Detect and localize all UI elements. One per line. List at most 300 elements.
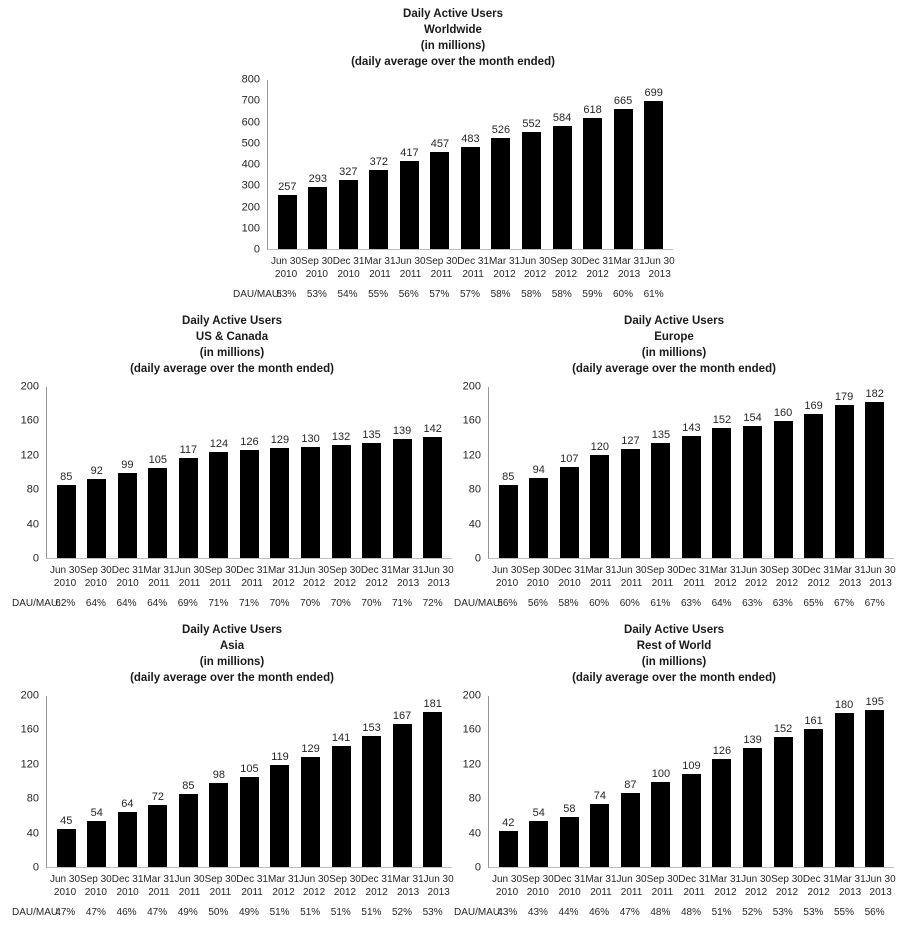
bar-slot xyxy=(417,696,448,867)
bar xyxy=(209,452,228,558)
chart-title-line: (in millions) xyxy=(641,347,707,359)
bar-value-label: 105 xyxy=(148,454,168,467)
y-tick-label: 0 xyxy=(32,552,39,565)
x-label-line-1: Sep 30 xyxy=(771,565,803,576)
dau-mau-row xyxy=(12,597,452,610)
bar-slot xyxy=(493,387,524,558)
bar-value-label: 127 xyxy=(621,435,640,448)
bar xyxy=(651,782,670,868)
bar-value-label: 180 xyxy=(834,699,854,712)
x-label-line-2: 2012 xyxy=(744,578,768,589)
bar xyxy=(743,426,762,558)
x-axis-label xyxy=(835,873,866,899)
y-tick-label: 200 xyxy=(241,201,260,213)
bar-value-label: 94 xyxy=(532,463,545,476)
y-tick-label: 100 xyxy=(241,222,260,235)
bar-value-label: 152 xyxy=(712,414,732,427)
y-tick-label: 160 xyxy=(20,723,39,736)
bar-value-label: 417 xyxy=(400,146,419,159)
x-axis-label xyxy=(582,255,614,281)
x-label-line-1: Jun 30 xyxy=(865,565,896,576)
dau-mau-value: 69% xyxy=(177,598,198,609)
bars xyxy=(47,387,452,558)
bar xyxy=(682,436,701,558)
bar xyxy=(148,805,167,867)
bar-slot xyxy=(547,80,578,249)
plot-box xyxy=(46,387,452,559)
bar-slot xyxy=(234,387,265,558)
bar xyxy=(621,449,640,558)
y-tick-label: 500 xyxy=(241,137,260,150)
bar-slot xyxy=(394,80,425,249)
bar-value-label: 257 xyxy=(278,180,297,193)
y-tick-label: 200 xyxy=(462,689,481,702)
dau-mau-value: 58% xyxy=(490,289,511,300)
bar xyxy=(332,746,351,867)
bar-value-label: 117 xyxy=(179,443,198,456)
plot-area xyxy=(12,380,452,565)
x-axis-label xyxy=(678,873,710,899)
x-axis-label xyxy=(866,564,896,590)
x-label-line-2: 2012 xyxy=(586,269,609,280)
dau-mau-value: 47% xyxy=(619,907,640,918)
x-label-line-2: 2012 xyxy=(333,578,357,589)
bar-slot xyxy=(364,80,395,249)
y-tick-label: 80 xyxy=(468,483,481,496)
x-label-line-2: 2012 xyxy=(333,887,357,898)
x-axis-label xyxy=(175,564,205,590)
bar-value-label: 293 xyxy=(308,173,327,186)
dau-mau-value: 72% xyxy=(422,598,443,609)
bar-value-label: 98 xyxy=(212,769,226,782)
x-axis-label xyxy=(236,873,268,899)
chart-title-line: (daily average over the month ended) xyxy=(130,672,334,684)
bar xyxy=(362,736,381,867)
x-axis-label xyxy=(803,564,835,590)
bar-slot xyxy=(112,387,143,558)
dau-mau-value: 49% xyxy=(238,907,259,918)
x-axis-label xyxy=(299,564,329,590)
y-tick-label: 200 xyxy=(462,380,481,393)
bar-value-label: 45 xyxy=(60,814,73,827)
bar-value-label: 54 xyxy=(532,806,545,819)
x-label-line-1: Sep 30 xyxy=(771,874,803,885)
bar-slot xyxy=(295,387,326,558)
bar-slot xyxy=(82,387,113,558)
x-axis-label xyxy=(80,873,112,899)
bar-slot xyxy=(554,387,585,558)
x-label-line-2: 2010 xyxy=(116,887,139,898)
bar-slot xyxy=(387,387,418,558)
bar-value-label: 552 xyxy=(522,118,541,131)
bar xyxy=(240,777,259,867)
x-label-line-2: 2011 xyxy=(241,887,263,898)
bar xyxy=(804,414,823,558)
bar-slot xyxy=(265,387,296,558)
bar-slot xyxy=(295,696,326,867)
x-label-line-2: 2011 xyxy=(399,269,422,280)
bar xyxy=(423,712,442,867)
bar-slot xyxy=(51,387,82,558)
dau-mau-value: 47% xyxy=(85,907,106,918)
bar-value-label: 85 xyxy=(502,471,515,484)
chart-europe xyxy=(454,313,894,610)
x-label-line-1: Sep 30 xyxy=(522,565,554,576)
bars xyxy=(489,696,894,867)
dau-mau-value: 64% xyxy=(116,598,137,609)
x-label-line-1: Jun 30 xyxy=(492,874,523,885)
bar-value-label: 457 xyxy=(430,138,450,151)
bar-value-label: 74 xyxy=(593,789,606,802)
chart-title-line: (daily average over the month ended) xyxy=(130,363,334,375)
x-label-line-1: Dec 31 xyxy=(332,256,365,267)
x-axis-label xyxy=(396,255,426,281)
x-label-line-1: Jun 30 xyxy=(741,874,772,885)
dau-mau-value: 43% xyxy=(527,907,548,918)
x-label-line-2: 2011 xyxy=(241,578,263,589)
bar-value-label: 132 xyxy=(331,431,351,444)
row-us-europe xyxy=(0,313,906,610)
bar-slot xyxy=(615,696,646,867)
chart-title-line: (daily average over the month ended) xyxy=(572,363,776,375)
x-axis-label xyxy=(80,564,112,590)
x-axis-label xyxy=(143,873,174,899)
y-tick-label: 0 xyxy=(32,861,39,874)
dau-mau-value: 61% xyxy=(650,598,671,609)
dau-mau-value: 53% xyxy=(306,289,327,300)
bar xyxy=(590,455,609,558)
x-axis-label xyxy=(50,564,80,590)
x-label-line-2: 2011 xyxy=(590,887,612,898)
dau-mau-value: 55% xyxy=(834,907,855,918)
plot-area xyxy=(233,73,673,256)
bar-value-label: 126 xyxy=(240,436,259,449)
x-label-line-2: 2012 xyxy=(714,578,737,589)
bar xyxy=(743,748,762,867)
x-axis-labels xyxy=(488,564,894,590)
x-label-line-1: Jun 30 xyxy=(423,874,454,885)
bar-slot xyxy=(554,696,585,867)
y-tick-label: 300 xyxy=(241,179,260,192)
x-label-line-2: 2011 xyxy=(209,887,232,898)
y-tick-label: 0 xyxy=(253,243,260,256)
dau-mau-value: 48% xyxy=(650,907,671,918)
bar-value-label: 618 xyxy=(583,104,602,117)
bar-value-label: 195 xyxy=(865,696,884,708)
x-axis-label xyxy=(645,255,675,281)
bar-slot xyxy=(204,696,235,867)
x-label-line-2: 2012 xyxy=(807,887,830,898)
x-label-line-1: Mar 31 xyxy=(143,565,175,576)
x-label-line-2: 2010 xyxy=(116,578,139,589)
dau-mau-value: 52% xyxy=(742,907,763,918)
x-axis-label xyxy=(361,564,393,590)
bar xyxy=(270,448,289,558)
dau-mau-value: 54% xyxy=(337,289,358,300)
bar-slot xyxy=(234,696,265,867)
x-label-line-1: Jun 30 xyxy=(520,256,551,267)
row-asia-restofworld xyxy=(0,622,906,919)
bar-slot xyxy=(356,387,387,558)
x-axis-label xyxy=(271,255,301,281)
x-label-line-2: 2011 xyxy=(178,887,201,898)
x-label-line-1: Mar 31 xyxy=(143,874,175,885)
bar-value-label: 135 xyxy=(362,428,381,441)
x-label-line-1: Jun 30 xyxy=(271,256,302,267)
x-label-line-2: 2010 xyxy=(526,887,549,898)
bar-value-label: 87 xyxy=(624,778,637,791)
bar xyxy=(57,829,76,867)
chart-title xyxy=(12,622,452,686)
bars xyxy=(268,80,673,249)
y-tick-label: 700 xyxy=(241,94,260,107)
x-label-line-2: 2011 xyxy=(620,887,643,898)
y-tick-label: 80 xyxy=(26,792,39,805)
x-label-line-2: 2013 xyxy=(427,578,450,589)
bar xyxy=(57,485,76,558)
x-label-line-1: Jun 30 xyxy=(174,874,205,885)
x-axis-label xyxy=(678,564,710,590)
bar-slot xyxy=(173,696,204,867)
x-label-line-1: Sep 30 xyxy=(329,565,361,576)
bar xyxy=(682,774,701,867)
dau-mau-row xyxy=(12,906,452,919)
bar-value-label: 160 xyxy=(773,407,793,420)
x-label-line-2: 2012 xyxy=(554,269,578,280)
bar-slot xyxy=(272,80,303,249)
bar-slot xyxy=(204,387,235,558)
bar-slot xyxy=(387,696,418,867)
x-label-line-1: Dec 31 xyxy=(236,874,268,885)
plot-area xyxy=(454,380,894,565)
dau-mau-value: 63% xyxy=(772,598,793,609)
dau-mau-row xyxy=(233,288,673,301)
x-label-line-2: 2010 xyxy=(558,887,581,898)
dau-mau-value: 55% xyxy=(368,289,389,300)
x-label-line-1: Dec 31 xyxy=(678,874,710,885)
x-axis-label xyxy=(647,564,679,590)
chart-us-canada xyxy=(12,313,452,610)
x-label-line-2: 2011 xyxy=(462,269,484,280)
x-label-line-1: Sep 30 xyxy=(204,565,237,576)
bar xyxy=(583,118,602,249)
x-label-line-2: 2012 xyxy=(272,578,295,589)
chart-title-line: Daily Active Users xyxy=(403,8,503,20)
x-axis-label xyxy=(550,255,582,281)
bar-slot xyxy=(829,696,860,867)
dau-mau-value: 65% xyxy=(803,598,824,609)
y-tick-label: 80 xyxy=(26,483,39,496)
x-label-line-1: Sep 30 xyxy=(550,256,582,267)
bar-value-label: 169 xyxy=(804,399,823,412)
x-label-line-2: 2010 xyxy=(53,887,77,898)
x-axis-label xyxy=(617,873,647,899)
bar-value-label: 109 xyxy=(682,759,701,772)
dau-mau-value: 51% xyxy=(269,907,290,918)
bar-slot xyxy=(486,80,517,249)
x-label-line-2: 2012 xyxy=(272,887,295,898)
x-label-line-2: 2012 xyxy=(523,269,547,280)
chart-title-line: (daily average over the month ended) xyxy=(572,672,776,684)
y-tick-label: 800 xyxy=(241,73,260,86)
bar xyxy=(393,724,412,867)
x-axis-label xyxy=(143,564,174,590)
y-tick-label: 120 xyxy=(20,449,39,462)
x-label-line-1: Jun 30 xyxy=(644,256,675,267)
x-axis-label xyxy=(741,564,771,590)
bar-value-label: 179 xyxy=(834,390,854,403)
x-label-line-1: Sep 30 xyxy=(425,256,458,267)
dau-mau-label: DAU/MAU: xyxy=(233,289,282,300)
bar xyxy=(179,458,198,558)
dau-mau-value: 44% xyxy=(558,907,579,918)
x-axis-label xyxy=(426,255,458,281)
x-label-line-1: Dec 31 xyxy=(802,565,835,576)
chart-title xyxy=(233,6,673,70)
x-axis-label xyxy=(585,873,616,899)
dau-mau-value: 70% xyxy=(361,598,382,609)
bar-value-label: 129 xyxy=(270,433,290,446)
x-axis-label xyxy=(866,873,896,899)
x-label-line-1: Dec 31 xyxy=(111,874,144,885)
bar xyxy=(499,831,518,867)
bar-value-label: 154 xyxy=(743,412,762,425)
x-label-line-2: 2010 xyxy=(84,578,107,589)
x-axis-label xyxy=(489,255,520,281)
bar xyxy=(400,161,419,249)
bar xyxy=(270,765,289,867)
bar xyxy=(461,147,480,249)
bar-slot xyxy=(737,696,768,867)
bar xyxy=(278,195,297,249)
x-label-line-1: Mar 31 xyxy=(613,256,645,267)
bar-slot xyxy=(707,696,738,867)
x-label-line-2: 2011 xyxy=(683,578,705,589)
x-label-line-2: 2013 xyxy=(838,887,862,898)
plot-box xyxy=(46,696,452,868)
bar-value-label: 139 xyxy=(392,425,412,438)
x-label-line-2: 2013 xyxy=(648,269,671,280)
x-axis-label xyxy=(329,564,361,590)
dau-mau-label: DAU/MAU: xyxy=(12,598,61,609)
x-label-line-2: 2013 xyxy=(396,887,420,898)
x-label-line-1: Dec 31 xyxy=(111,565,144,576)
dau-mau-value: 52% xyxy=(392,907,413,918)
x-label-line-2: 2012 xyxy=(775,578,799,589)
x-axis-label xyxy=(112,564,144,590)
y-tick-label: 200 xyxy=(20,689,39,702)
x-axis-label xyxy=(554,873,586,899)
chart-title-line: (in millions) xyxy=(420,40,486,52)
y-axis xyxy=(12,380,46,565)
x-label-line-1: Sep 30 xyxy=(301,256,333,267)
bar-value-label: 42 xyxy=(502,817,515,830)
bar-slot xyxy=(829,387,860,558)
x-axis-labels xyxy=(46,873,452,899)
bar-value-label: 105 xyxy=(240,763,259,776)
x-label-line-1: Dec 31 xyxy=(678,565,710,576)
x-label-line-1: Jun 30 xyxy=(174,565,205,576)
bar xyxy=(614,109,633,249)
bar-value-label: 119 xyxy=(271,751,289,764)
dau-mau-value: 48% xyxy=(680,907,701,918)
bar xyxy=(339,180,358,249)
bar xyxy=(553,126,572,249)
dau-mau-value: 51% xyxy=(711,907,732,918)
chart-title-line: (daily average over the month ended) xyxy=(351,56,555,68)
x-label-line-1: Dec 31 xyxy=(581,256,614,267)
y-tick-label: 0 xyxy=(474,861,481,874)
bar-slot xyxy=(524,387,555,558)
dau-mau-value: 56% xyxy=(398,289,419,300)
x-axis-label xyxy=(50,873,80,899)
x-axis-label xyxy=(364,255,395,281)
bar-slot xyxy=(417,387,448,558)
x-axis-label xyxy=(741,873,771,899)
bar-slot xyxy=(859,387,890,558)
y-tick-label: 120 xyxy=(462,758,481,771)
chart-title-line: (in millions) xyxy=(199,656,265,668)
dau-mau-value: 58% xyxy=(558,598,579,609)
dau-mau-value: 56% xyxy=(864,907,885,918)
x-axis-label xyxy=(771,873,803,899)
bar-value-label: 167 xyxy=(392,710,412,723)
bar-value-label: 584 xyxy=(552,111,572,124)
y-tick-label: 80 xyxy=(468,792,481,805)
x-axis-label xyxy=(361,873,393,899)
bar-value-label: 135 xyxy=(651,428,671,441)
bar-value-label: 372 xyxy=(369,156,389,169)
bar-value-label: 85 xyxy=(182,780,195,793)
dau-mau-value: 51% xyxy=(330,907,351,918)
bar xyxy=(491,138,510,249)
bar xyxy=(865,402,884,558)
plot-box xyxy=(267,80,673,250)
x-label-line-2: 2012 xyxy=(744,887,768,898)
x-axis-label xyxy=(771,564,803,590)
bar-slot xyxy=(51,696,82,867)
bars xyxy=(47,696,452,867)
x-axis-label xyxy=(835,564,866,590)
chart-title xyxy=(12,313,452,377)
x-label-line-2: 2011 xyxy=(209,578,232,589)
row-worldwide xyxy=(0,6,906,301)
bar xyxy=(560,817,579,867)
dau-mau-value: 63% xyxy=(742,598,763,609)
y-tick-label: 600 xyxy=(241,116,260,128)
chart-rest-of-world xyxy=(454,622,894,919)
x-label-line-1: Sep 30 xyxy=(522,874,554,885)
bar-value-label: 54 xyxy=(90,806,103,819)
bar xyxy=(621,793,640,867)
x-label-line-2: 2012 xyxy=(365,578,388,589)
x-axis-label xyxy=(492,564,522,590)
plot-box xyxy=(488,696,894,868)
bar xyxy=(148,468,167,558)
chart-title-line: Daily Active Users xyxy=(182,624,282,636)
bar xyxy=(774,421,793,558)
dau-mau-value: 51% xyxy=(300,907,321,918)
bar-slot xyxy=(143,696,174,867)
y-tick-label: 200 xyxy=(20,380,39,393)
x-label-line-2: 2012 xyxy=(493,269,516,280)
x-axis-label xyxy=(520,255,550,281)
y-tick-label: 40 xyxy=(26,827,39,840)
bar-slot xyxy=(173,387,204,558)
bar-slot xyxy=(425,80,456,249)
bar-value-label: 181 xyxy=(423,698,442,711)
x-label-line-2: 2011 xyxy=(651,887,674,898)
